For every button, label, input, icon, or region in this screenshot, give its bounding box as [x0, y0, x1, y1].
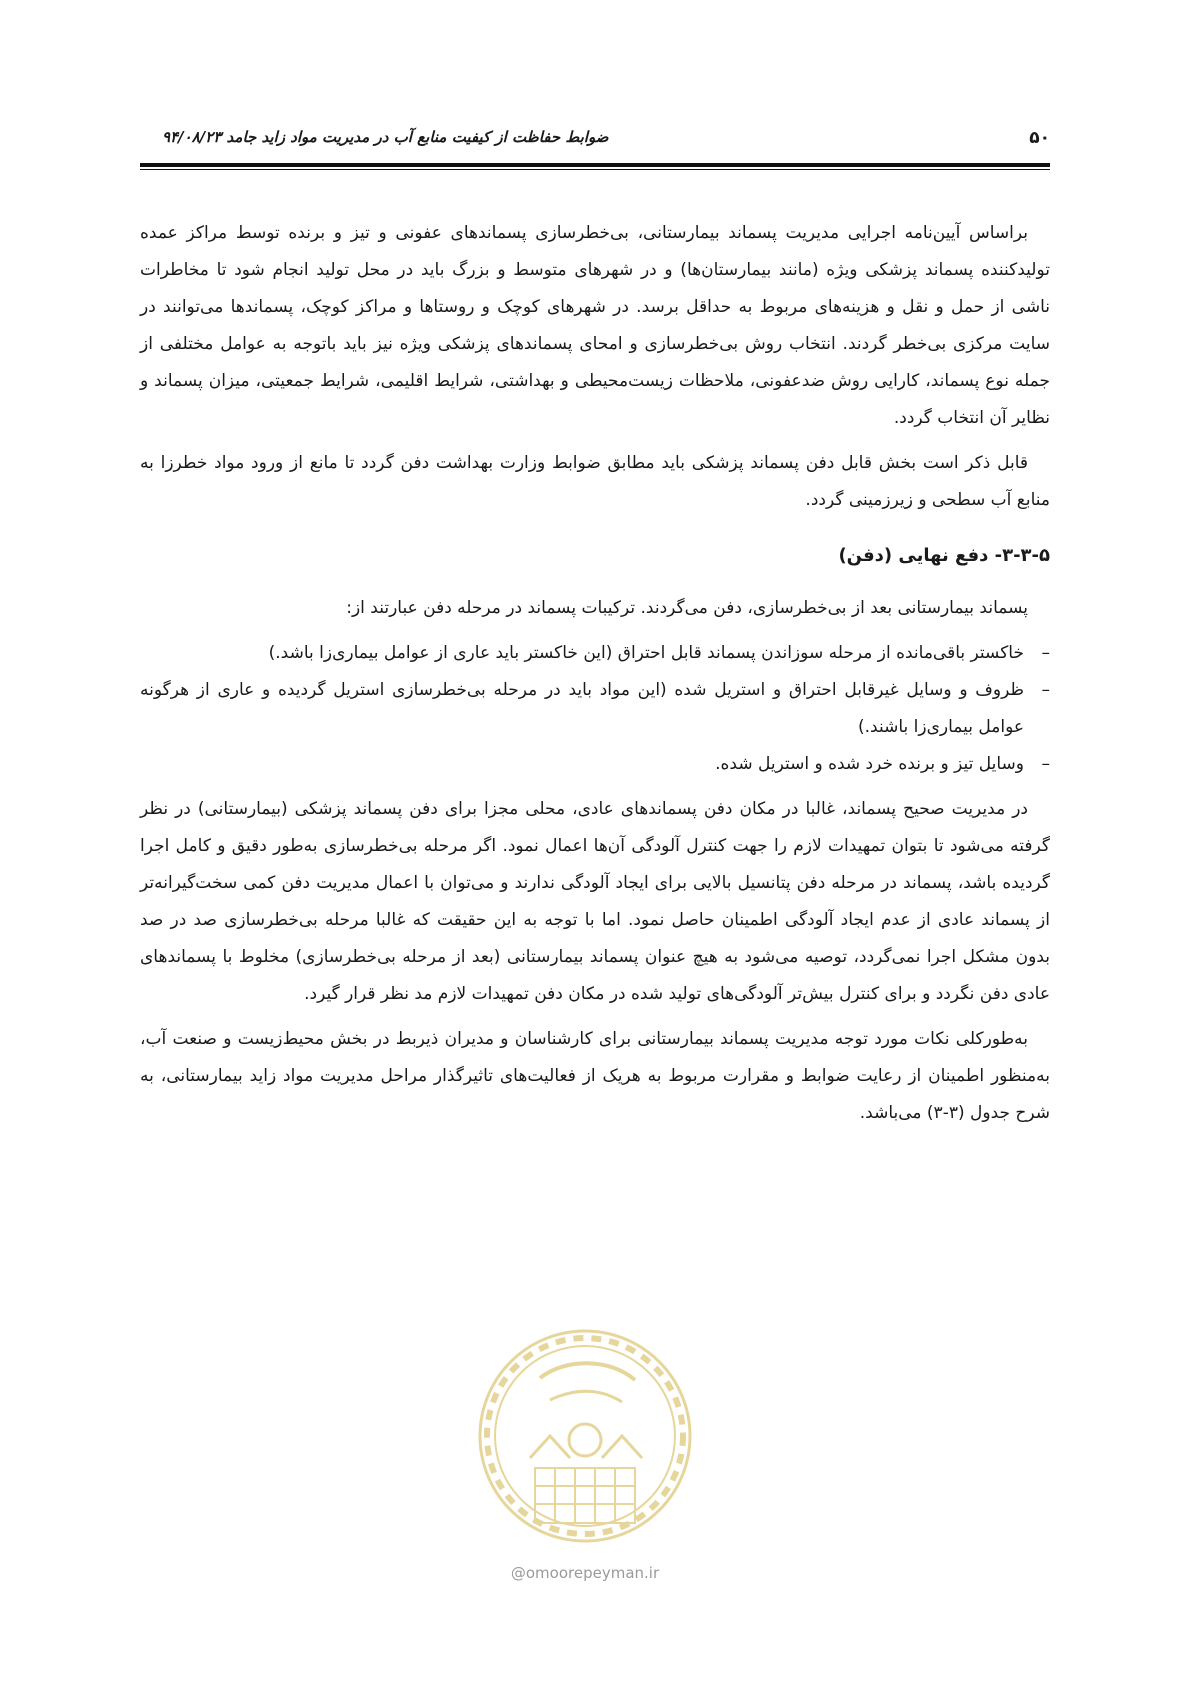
- list-item: [140, 635, 1050, 672]
- header-rule-thin: [140, 169, 1050, 170]
- header-title-text: ضوابط حفاظت از کیفیت منابع آب در مدیریت مواد زاید جامد: [226, 128, 609, 146]
- page-content: [140, 215, 1050, 1140]
- paragraph: قابل ذکر است بخش قابل دفن پسماند پزشکی باید مطابق ضوابط وزارت بهداشت دفن گردد تا مانع از ورود مواد خطرزا به منابع آب سطحی و زیرزمینی گردد.: [140, 453, 1050, 510]
- list-item-text: خاکستر باقی‌مانده از مرحله سوزاندن پسماند قابل احتراق (این خاکستر باید عاری از عوامل بیماری‌زا باشد.): [268, 643, 1024, 663]
- header-date: ۹۴/۰۸/۲۳: [162, 128, 222, 146]
- bullet-dash: –: [1041, 680, 1050, 700]
- page-number: ۵۰: [1029, 128, 1050, 148]
- paragraph: به‌طورکلی نکات مورد توجه مدیریت پسماند بیمارستانی برای کارشناسان و مدیران ذیربط در بخش محیط‌زیست و صنعت آب، به‌منظور اطمینان از رعایت ضوابط و مقرارت مربوط به هریک از فعالیت‌های تاثیرگذار مراحل مدیریت مواد زاید بیمارستانی، به شرح جدول (۳-۳) می‌باشد.: [140, 1029, 1050, 1123]
- bullet-list: [140, 635, 1050, 783]
- list-item-text: وسایل تیز و برنده خرد شده و استریل شده.: [715, 754, 1024, 774]
- watermark-site: @omoorepeyman.ir: [510, 1564, 660, 1582]
- omoore-peyman-seal-icon: [470, 1318, 700, 1558]
- list-item: [140, 746, 1050, 783]
- bullet-dash: –: [1041, 754, 1050, 774]
- paragraph: در مدیریت صحیح پسماند، غالبا در مکان دفن پسماندهای عادی، محلی مجزا برای دفن پسماند پزشکی (بیمارستانی) در نظر گرفته می‌شود تا بتوان تمهیدات لازم را جهت کنترل آلودگی آن‌ها اعمال نمود. اگر مرحله بی‌خطرسازی به‌طور دقیق و کامل اجرا گردیده باشد، پسماند در مرحله دفن پتانسیل بالایی برای ایجاد آلودگی ندارند و می‌توان با اعمال مدیریت دفن کمی سخت‌گیرانه‌تر از پسماند عادی از عدم ایجاد آلودگی اطمینان حاصل نمود. اما با توجه به این حقیقت که غالبا مرحله بی‌خطرسازی صد در صد بدون مشکل اجرا نمی‌گردد، توصیه می‌شود به هیچ عنوان پسماند بیمارستانی (بعد از مرحله بی‌خطرسازی) مخلوط با پسماندهای عادی دفن نگردد و برای کنترل بیش‌تر آلودگی‌های تولید شده در مکان دفن تمهیدات لازم مد نظر قرار گیرد.: [140, 799, 1050, 1004]
- section-heading: ۳-۳-۵- دفع نهایی (دفن): [838, 545, 1050, 566]
- header-rule-thick: [140, 163, 1050, 167]
- list-item: [140, 672, 1050, 746]
- paragraph: براساس آیین‌نامه اجرایی مدیریت پسماند بیمارستانی، بی‌خطرسازی پسماندهای عفونی و تیز و برنده توسط مراکز عمده تولیدکننده پسماند پزشکی ویژه (مانند بیمارستان‌ها) و در شهرهای متوسط و بزرگ باید در محل تولید انجام شود تا مخاطرات ناشی از حمل و نقل و هزینه‌های مربوط به حداقل برسد. در شهرهای کوچک و روستاها و مراکز کوچک، پسماندها می‌توانند در سایت مرکزی بی‌خطر گردند. انتخاب روش بی‌خطرسازی و امحای پسماندهای پزشکی ویژه نیز باید باتوجه به عوامل مختلفی از جمله نوع پسماند، کارایی روش ضدعفونی، ملاحظات زیست‌محیطی و بهداشتی، شرایط اقلیمی، شرایط جمعیتی، میزان پسماند و نظایر آن انتخاب گردد.: [140, 223, 1050, 428]
- watermark: [470, 1318, 700, 1603]
- page-header: [140, 118, 1050, 158]
- section-intro: پسماند بیمارستانی بعد از بی‌خطرسازی، دفن می‌گردند. ترکیبات پسماند در مرحله دفن عبارتند از:: [346, 598, 1028, 618]
- running-title: [140, 128, 608, 146]
- bullet-dash: –: [1041, 643, 1050, 663]
- list-item-text: ظروف و وسایل غیرقابل احتراق و استریل شده (این مواد باید در مرحله بی‌خطرسازی استریل گردیده و عاری از هرگونه عوامل بیماری‌زا باشند.): [140, 680, 1024, 737]
